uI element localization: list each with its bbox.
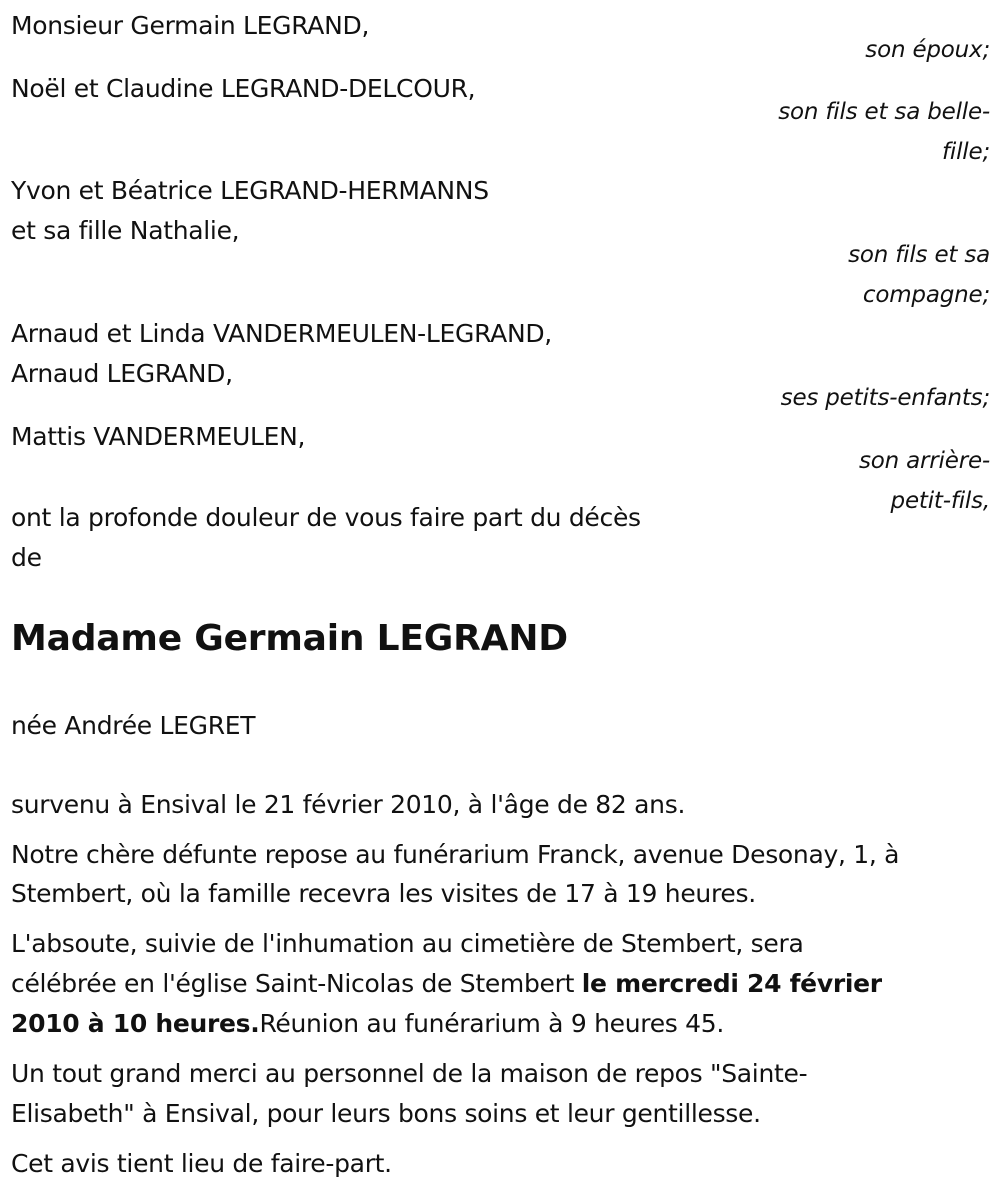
service-details-c <box>11 1004 724 1044</box>
service-details-a: L'absoute, suivie de l'inhumation au cimetière de Stembert, sera <box>11 929 804 958</box>
family-line-5: Mattis VANDERMEULEN, <box>11 422 306 451</box>
rest-details-b: Stembert, où la famille recevra les visites de 17 à 19 heures. <box>11 879 756 908</box>
rest-details-a: Notre chère défunte repose au funérarium Franck, avenue Desonay, 1, à <box>11 840 900 869</box>
family-line-4b: Arnaud LEGRAND, <box>11 359 233 388</box>
family-role-3a: son fils et sa <box>848 242 990 268</box>
thanks-a: Un tout grand merci au personnel de la maison de repos "Sainte- <box>11 1059 808 1088</box>
family-line-2: Noël et Claudine LEGRAND-DELCOUR, <box>11 74 476 103</box>
family-role-2b: fille; <box>942 139 990 165</box>
thanks-b: Elisabeth" à Ensival, pour leurs bons soins et leur gentillesse. <box>11 1099 761 1128</box>
reunion-text: Réunion au funérarium à 9 heures 45. <box>259 1009 724 1038</box>
announcement-line-2: de <box>11 543 42 572</box>
family-role-5b: petit-fils, <box>890 488 990 514</box>
service-time: 2010 à 10 heures. <box>11 1009 260 1038</box>
service-details-b <box>11 964 882 1004</box>
family-role-1: son époux; <box>865 37 990 63</box>
family-line-3b: et sa fille Nathalie, <box>11 216 240 245</box>
service-date: le mercredi 24 février <box>581 969 882 998</box>
service-text: célébrée en l'église Saint-Nicolas de Stembert <box>11 969 582 998</box>
announcement-line-1: ont la profonde douleur de vous faire part du décès <box>11 503 641 532</box>
family-role-4: ses petits-enfants; <box>780 385 990 411</box>
family-role-2a: son fils et sa belle- <box>778 99 990 125</box>
deceased-name: Madame Germain LEGRAND <box>11 618 568 659</box>
family-role-3b: compagne; <box>862 282 990 308</box>
family-line-3a: Yvon et Béatrice LEGRAND-HERMANNS <box>11 176 489 205</box>
notice-text: Cet avis tient lieu de faire-part. <box>11 1149 392 1178</box>
family-line-1: Monsieur Germain LEGRAND, <box>11 11 370 40</box>
death-details: survenu à Ensival le 21 février 2010, à l'âge de 82 ans. <box>11 790 686 819</box>
birth-name: née Andrée LEGRET <box>11 711 256 740</box>
family-role-5a: son arrière- <box>859 448 990 474</box>
family-line-4a: Arnaud et Linda VANDERMEULEN-LEGRAND, <box>11 319 552 348</box>
